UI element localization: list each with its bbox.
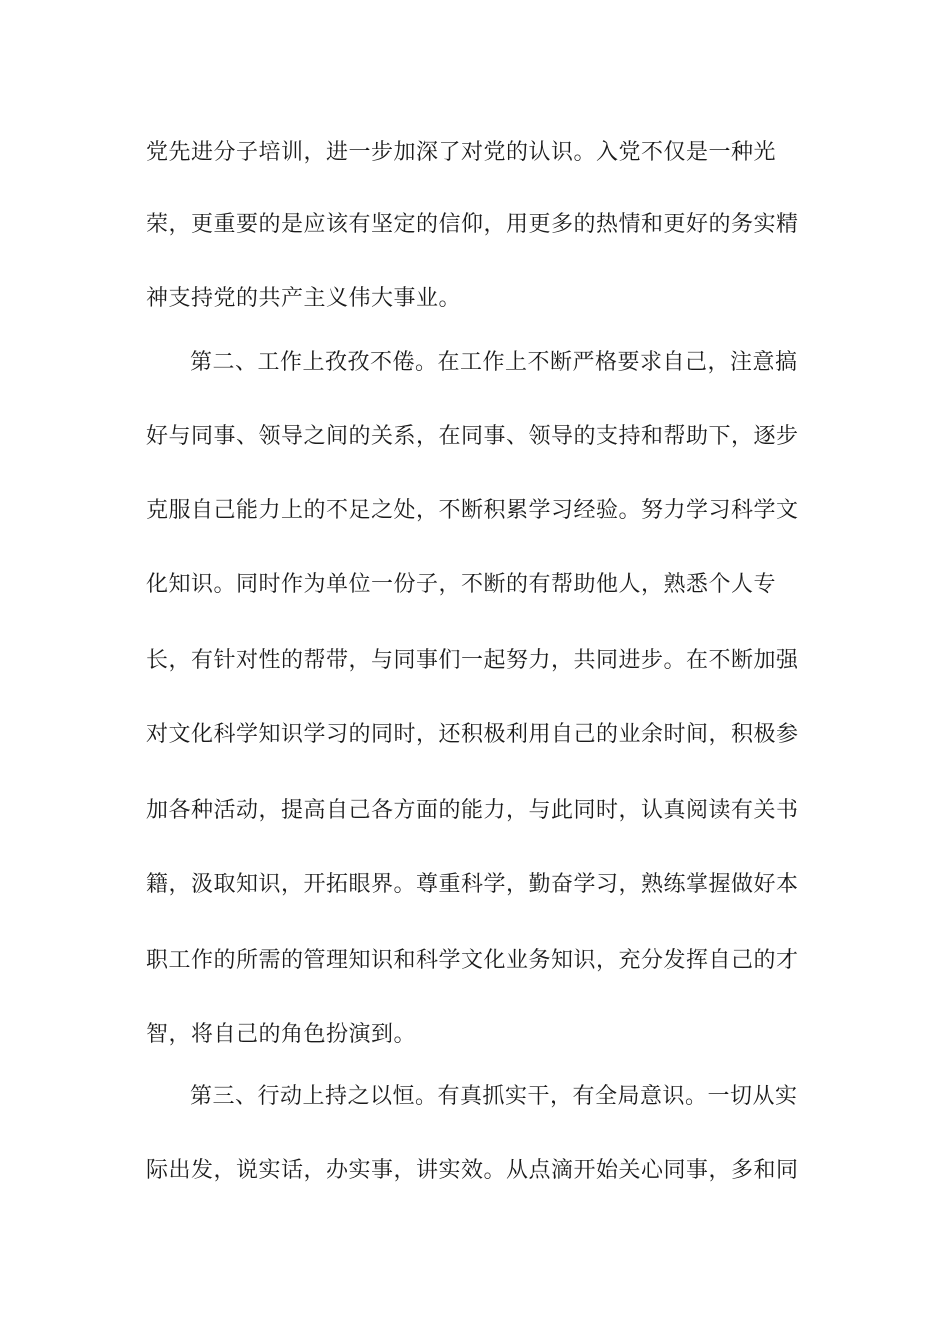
text-line: 克服自己能力上的不足之处，不断积累学习经验。努力学习科学文 — [146, 498, 799, 523]
text-line: 长，有针对性的帮带，与同事们一起努力，共同进步。在不断加强 — [146, 648, 799, 673]
text-line: 加各种活动，提高自己各方面的能力，与此同时，认真阅读有关书 — [146, 798, 799, 823]
text-line: 际出发，说实话，办实事，讲实效。从点滴开始关心同事，多和同 — [146, 1158, 799, 1183]
text-line: 化知识。同时作为单位一份子，不断的有帮助他人，熟悉个人专 — [146, 572, 777, 597]
paragraph-start-line: 第二、工作上孜孜不倦。在工作上不断严格要求自己，注意搞 — [190, 350, 798, 375]
text-line: 智，将自己的角色扮演到。 — [146, 1022, 417, 1047]
text-line: 神支持党的共产主义伟大事业。 — [146, 286, 462, 311]
text-line: 籍，汲取知识，开拓眼界。尊重科学，勤奋学习，熟练掌握做好本 — [146, 872, 799, 897]
text-line: 荣，更重要的是应该有坚定的信仰，用更多的热情和更好的务实精 — [146, 212, 799, 237]
text-line: 好与同事、领导之间的关系，在同事、领导的支持和帮助下，逐步 — [146, 424, 799, 449]
text-line: 对文化科学知识学习的同时，还积极利用自己的业余时间，积极参 — [146, 722, 799, 747]
text-line: 职工作的所需的管理知识和科学文化业务知识，充分发挥自己的才 — [146, 948, 799, 973]
paragraph-start-line: 第三、行动上持之以恒。有真抓实干，有全局意识。一切从实 — [190, 1084, 798, 1109]
text-line: 党先进分子培训，进一步加深了对党的认识。入党不仅是一种光 — [146, 140, 777, 165]
